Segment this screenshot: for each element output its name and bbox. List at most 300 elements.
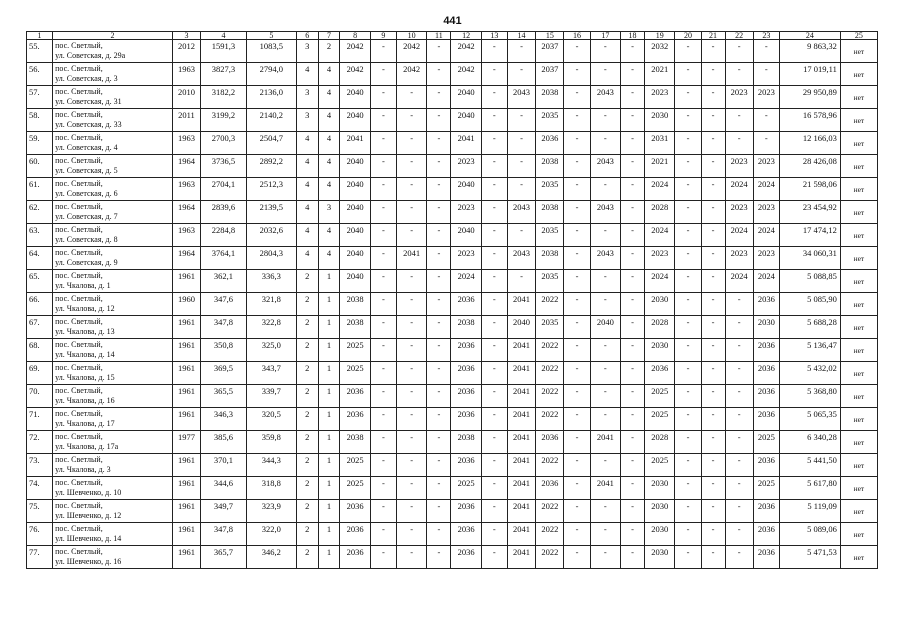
table-cell: - — [621, 132, 645, 155]
table-cell: 2036 — [451, 546, 481, 569]
table-cell: - — [507, 224, 535, 247]
table-cell: - — [396, 546, 426, 569]
table-cell: 2022 — [536, 385, 564, 408]
table-cell: - — [564, 546, 590, 569]
table-cell: - — [701, 155, 725, 178]
table-cell: - — [507, 270, 535, 293]
table-cell: 2023 — [725, 155, 753, 178]
address-settlement: пос. Светлый, — [55, 547, 103, 556]
row-number: 66. — [27, 293, 53, 316]
table-cell: - — [481, 523, 507, 546]
address-settlement: пос. Светлый, — [55, 386, 103, 395]
table-cell: 2025 — [644, 454, 674, 477]
table-cell: 2040 — [340, 155, 370, 178]
address-cell — [53, 63, 173, 86]
table-cell: - — [675, 454, 701, 477]
table-cell: - — [564, 132, 590, 155]
table-cell: 2030 — [753, 316, 779, 339]
table-cell: - — [753, 132, 779, 155]
table-cell: - — [507, 178, 535, 201]
address-street: ул. Советская, д. 3 — [55, 74, 118, 83]
table-cell: - — [481, 247, 507, 270]
column-number-row — [27, 32, 878, 40]
table-cell: - — [427, 339, 451, 362]
table-row — [27, 293, 878, 316]
address-street: ул. Советская, д. 7 — [55, 212, 118, 221]
table-cell: 4 — [296, 224, 318, 247]
address-settlement: пос. Светлый, — [55, 478, 103, 487]
table-cell: 2040 — [340, 247, 370, 270]
table-cell: 2025 — [644, 385, 674, 408]
address-settlement: пос. Светлый, — [55, 455, 103, 464]
table-cell: 4 — [318, 86, 340, 109]
column-number: 23 — [753, 32, 779, 40]
table-cell: 2028 — [644, 316, 674, 339]
table-cell: - — [701, 454, 725, 477]
table-cell: 2024 — [753, 178, 779, 201]
cost-cell: 29 950,89 — [779, 86, 840, 109]
table-cell: - — [564, 477, 590, 500]
table-cell: 2025 — [753, 477, 779, 500]
table-cell: 2041 — [507, 385, 535, 408]
table-cell: - — [564, 247, 590, 270]
table-cell: - — [396, 201, 426, 224]
table-cell: - — [675, 109, 701, 132]
table-cell: 2041 — [507, 339, 535, 362]
table-cell: - — [675, 362, 701, 385]
address-settlement: пос. Светлый, — [55, 524, 103, 533]
table-cell: 2022 — [536, 500, 564, 523]
table-cell: - — [564, 293, 590, 316]
table-cell: - — [370, 40, 396, 63]
table-cell: - — [370, 132, 396, 155]
table-cell: - — [481, 339, 507, 362]
table-cell: 2025 — [340, 339, 370, 362]
table-cell: 4 — [296, 247, 318, 270]
table-cell: 2041 — [590, 431, 620, 454]
table-cell: 2036 — [451, 385, 481, 408]
table-cell: 2041 — [451, 132, 481, 155]
table-cell: - — [701, 546, 725, 569]
table-cell: - — [725, 132, 753, 155]
flag-cell: нет — [840, 339, 877, 362]
table-cell: - — [507, 63, 535, 86]
address-settlement: пос. Светлый, — [55, 317, 103, 326]
table-cell: - — [396, 362, 426, 385]
table-cell: - — [725, 523, 753, 546]
table-cell: 2023 — [451, 201, 481, 224]
table-cell: 2036 — [451, 454, 481, 477]
table-cell: - — [481, 500, 507, 523]
table-cell: - — [621, 523, 645, 546]
flag-cell: нет — [840, 385, 877, 408]
address-street: ул. Шевченко, д. 12 — [55, 511, 122, 520]
row-number: 58. — [27, 109, 53, 132]
table-cell: 1 — [318, 316, 340, 339]
table-cell: - — [370, 500, 396, 523]
table-cell: 2042 — [396, 63, 426, 86]
table-cell: 1 — [318, 454, 340, 477]
address-cell — [53, 477, 173, 500]
address-cell — [53, 201, 173, 224]
table-cell: 2036 — [753, 293, 779, 316]
row-number: 62. — [27, 201, 53, 224]
table-cell: - — [590, 339, 620, 362]
table-cell: 2036 — [644, 362, 674, 385]
table-row — [27, 546, 878, 569]
table-cell: 2136,0 — [246, 86, 296, 109]
table-cell: 1 — [318, 523, 340, 546]
table-cell: - — [725, 546, 753, 569]
table-cell: - — [564, 109, 590, 132]
table-cell: 2043 — [590, 86, 620, 109]
table-cell: - — [481, 454, 507, 477]
table-cell: - — [701, 477, 725, 500]
cost-cell: 28 426,08 — [779, 155, 840, 178]
table-row — [27, 201, 878, 224]
table-cell: - — [621, 270, 645, 293]
table-cell: 2030 — [644, 109, 674, 132]
table-cell: - — [564, 270, 590, 293]
table-cell: - — [370, 86, 396, 109]
table-cell: 344,3 — [246, 454, 296, 477]
table-cell: - — [590, 40, 620, 63]
table-cell: 2036 — [451, 339, 481, 362]
cost-cell: 6 340,28 — [779, 431, 840, 454]
table-cell: - — [370, 316, 396, 339]
table-cell: 1 — [318, 270, 340, 293]
table-cell: - — [590, 523, 620, 546]
column-number: 13 — [481, 32, 507, 40]
address-settlement: пос. Светлый, — [55, 409, 103, 418]
table-cell: 3 — [296, 86, 318, 109]
address-cell — [53, 546, 173, 569]
table-cell: - — [427, 316, 451, 339]
table-cell: 2041 — [340, 132, 370, 155]
table-cell: 2041 — [507, 546, 535, 569]
table-cell: - — [675, 500, 701, 523]
address-cell — [53, 431, 173, 454]
table-row — [27, 339, 878, 362]
table-cell: 2032,6 — [246, 224, 296, 247]
address-settlement: пос. Светлый, — [55, 179, 103, 188]
table-cell: 1964 — [172, 155, 200, 178]
table-cell: 2 — [296, 523, 318, 546]
address-settlement: пос. Светлый, — [55, 225, 103, 234]
address-cell — [53, 500, 173, 523]
table-cell: 2036 — [753, 385, 779, 408]
table-cell: 2038 — [536, 201, 564, 224]
table-cell: 1963 — [172, 63, 200, 86]
table-cell: 2010 — [172, 86, 200, 109]
table-cell: 2036 — [340, 500, 370, 523]
cost-cell: 12 166,03 — [779, 132, 840, 155]
table-cell: 2700,3 — [201, 132, 247, 155]
table-cell: 1963 — [172, 132, 200, 155]
table-cell: 369,5 — [201, 362, 247, 385]
table-cell: 2041 — [507, 500, 535, 523]
table-cell: - — [481, 40, 507, 63]
row-number: 67. — [27, 316, 53, 339]
row-number: 74. — [27, 477, 53, 500]
address-street: ул. Советская, д. 31 — [55, 97, 122, 106]
table-cell: 2036 — [451, 408, 481, 431]
table-cell: 2043 — [590, 155, 620, 178]
table-row — [27, 385, 878, 408]
table-cell: - — [725, 40, 753, 63]
table-cell: 1 — [318, 339, 340, 362]
table-cell: - — [675, 201, 701, 224]
table-cell: 2024 — [725, 224, 753, 247]
flag-cell: нет — [840, 224, 877, 247]
table-cell: - — [621, 362, 645, 385]
flag-cell: нет — [840, 40, 877, 63]
address-settlement: пос. Светлый, — [55, 432, 103, 441]
table-cell: - — [590, 178, 620, 201]
table-cell: - — [564, 178, 590, 201]
table-cell: 2021 — [644, 155, 674, 178]
table-row — [27, 155, 878, 178]
table-cell: - — [590, 362, 620, 385]
table-cell: 3 — [296, 109, 318, 132]
table-cell: - — [427, 270, 451, 293]
table-cell: 2040 — [340, 109, 370, 132]
table-cell: - — [725, 477, 753, 500]
table-cell: 2022 — [536, 362, 564, 385]
table-cell: 2023 — [725, 247, 753, 270]
row-number: 56. — [27, 63, 53, 86]
table-cell: 2038 — [340, 293, 370, 316]
table-cell: 325,0 — [246, 339, 296, 362]
row-number: 59. — [27, 132, 53, 155]
table-cell: - — [370, 109, 396, 132]
column-number: 10 — [396, 32, 426, 40]
column-number: 16 — [564, 32, 590, 40]
table-cell: 1961 — [172, 270, 200, 293]
table-cell: - — [481, 385, 507, 408]
table-cell: - — [396, 454, 426, 477]
table-cell: - — [370, 408, 396, 431]
table-cell: 1961 — [172, 546, 200, 569]
table-cell: - — [507, 40, 535, 63]
table-cell: 320,5 — [246, 408, 296, 431]
table-cell: 2036 — [536, 477, 564, 500]
table-cell: 344,6 — [201, 477, 247, 500]
table-cell: - — [564, 40, 590, 63]
table-cell: - — [396, 500, 426, 523]
column-number: 5 — [246, 32, 296, 40]
table-cell: - — [564, 408, 590, 431]
table-cell: 2025 — [340, 454, 370, 477]
address-street: ул. Советская, д. 9 — [55, 258, 118, 267]
address-settlement: пос. Светлый, — [55, 340, 103, 349]
table-cell: 2036 — [536, 431, 564, 454]
table-cell: - — [481, 477, 507, 500]
column-number: 12 — [451, 32, 481, 40]
table-cell: - — [701, 500, 725, 523]
table-cell: - — [725, 63, 753, 86]
table-cell: - — [481, 316, 507, 339]
table-cell: - — [590, 293, 620, 316]
table-cell: 2036 — [451, 523, 481, 546]
table-cell: 2030 — [644, 546, 674, 569]
table-cell: - — [427, 109, 451, 132]
table-cell: 323,9 — [246, 500, 296, 523]
table-cell: 2035 — [536, 316, 564, 339]
address-street: ул. Советская, д. 5 — [55, 166, 118, 175]
table-cell: 2038 — [536, 155, 564, 178]
row-number: 69. — [27, 362, 53, 385]
table-cell: - — [590, 224, 620, 247]
column-number: 22 — [725, 32, 753, 40]
table-cell: - — [675, 431, 701, 454]
row-number: 68. — [27, 339, 53, 362]
row-number: 57. — [27, 86, 53, 109]
table-cell: - — [675, 477, 701, 500]
table-cell: - — [481, 86, 507, 109]
address-street: ул. Чкалова, д. 17 — [55, 419, 115, 428]
table-cell: 321,8 — [246, 293, 296, 316]
table-cell: 4 — [318, 224, 340, 247]
table-cell: - — [427, 454, 451, 477]
table-cell: 2 — [296, 339, 318, 362]
table-cell: 2036 — [451, 293, 481, 316]
table-cell: - — [701, 86, 725, 109]
row-number: 77. — [27, 546, 53, 569]
table-cell: 2028 — [644, 431, 674, 454]
table-cell: - — [725, 500, 753, 523]
table-cell: - — [621, 431, 645, 454]
row-number: 64. — [27, 247, 53, 270]
table-cell: - — [725, 293, 753, 316]
table-cell: 3 — [296, 40, 318, 63]
table-cell: - — [590, 408, 620, 431]
table-cell: - — [427, 546, 451, 569]
address-settlement: пос. Светлый, — [55, 363, 103, 372]
table-cell: - — [370, 293, 396, 316]
table-cell: 2040 — [340, 201, 370, 224]
table-cell: - — [564, 224, 590, 247]
table-cell: - — [507, 155, 535, 178]
cost-cell: 23 454,92 — [779, 201, 840, 224]
table-cell: - — [396, 178, 426, 201]
table-cell: - — [701, 339, 725, 362]
table-cell: 2024 — [725, 270, 753, 293]
table-cell: - — [675, 155, 701, 178]
flag-cell: нет — [840, 316, 877, 339]
cost-cell: 16 578,96 — [779, 109, 840, 132]
row-number: 72. — [27, 431, 53, 454]
address-settlement: пос. Светлый, — [55, 248, 103, 257]
table-cell: - — [481, 408, 507, 431]
row-number: 63. — [27, 224, 53, 247]
table-cell: 2139,5 — [246, 201, 296, 224]
flag-cell: нет — [840, 500, 877, 523]
table-cell: 2023 — [644, 86, 674, 109]
table-cell: 1964 — [172, 201, 200, 224]
table-cell: - — [725, 431, 753, 454]
table-cell: 322,8 — [246, 316, 296, 339]
table-cell: 2040 — [451, 224, 481, 247]
table-cell: 2041 — [507, 477, 535, 500]
table-cell: 2030 — [644, 339, 674, 362]
table-cell: 2036 — [753, 546, 779, 569]
table-cell: 1977 — [172, 431, 200, 454]
address-settlement: пос. Светлый, — [55, 87, 103, 96]
table-cell: - — [675, 132, 701, 155]
flag-cell: нет — [840, 408, 877, 431]
cost-cell: 5 368,80 — [779, 385, 840, 408]
table-cell: 1961 — [172, 500, 200, 523]
table-cell: 365,5 — [201, 385, 247, 408]
table-cell: - — [427, 477, 451, 500]
table-cell: 2839,6 — [201, 201, 247, 224]
table-cell: - — [701, 224, 725, 247]
row-number: 60. — [27, 155, 53, 178]
row-number: 75. — [27, 500, 53, 523]
table-cell: - — [753, 109, 779, 132]
table-cell: - — [621, 454, 645, 477]
table-cell: - — [481, 132, 507, 155]
cost-cell: 5 085,90 — [779, 293, 840, 316]
flag-cell: нет — [840, 132, 877, 155]
table-cell: 2038 — [340, 431, 370, 454]
table-cell: - — [621, 500, 645, 523]
table-cell: - — [427, 178, 451, 201]
table-cell: - — [725, 408, 753, 431]
table-cell: 2041 — [507, 362, 535, 385]
table-cell: - — [370, 362, 396, 385]
table-cell: - — [621, 109, 645, 132]
table-cell: 2036 — [340, 385, 370, 408]
table-cell: 1961 — [172, 408, 200, 431]
table-cell: - — [675, 316, 701, 339]
cost-cell: 17 019,11 — [779, 63, 840, 86]
table-cell: - — [564, 523, 590, 546]
table-cell: 2040 — [340, 224, 370, 247]
table-cell: 1964 — [172, 247, 200, 270]
table-cell: 350,8 — [201, 339, 247, 362]
row-number: 70. — [27, 385, 53, 408]
table-cell: - — [481, 270, 507, 293]
table-cell: - — [675, 385, 701, 408]
table-cell: - — [564, 155, 590, 178]
table-cell: 2 — [296, 316, 318, 339]
table-cell: 3736,5 — [201, 155, 247, 178]
address-street: ул. Чкалова, д. 16 — [55, 396, 115, 405]
table-cell: - — [621, 178, 645, 201]
address-cell — [53, 109, 173, 132]
table-cell: 2042 — [451, 40, 481, 63]
table-cell: 2036 — [536, 132, 564, 155]
table-cell: - — [396, 316, 426, 339]
table-cell: 1963 — [172, 178, 200, 201]
table-cell: - — [370, 63, 396, 86]
table-cell: - — [370, 546, 396, 569]
table-cell: 362,1 — [201, 270, 247, 293]
table-cell: - — [396, 109, 426, 132]
table-cell: - — [396, 86, 426, 109]
table-cell: 4 — [318, 132, 340, 155]
table-cell: 1 — [318, 293, 340, 316]
table-cell: - — [481, 155, 507, 178]
table-cell: - — [427, 500, 451, 523]
address-cell — [53, 224, 173, 247]
table-cell: 3 — [318, 201, 340, 224]
table-cell: - — [564, 201, 590, 224]
table-cell: - — [396, 385, 426, 408]
table-cell: 359,8 — [246, 431, 296, 454]
